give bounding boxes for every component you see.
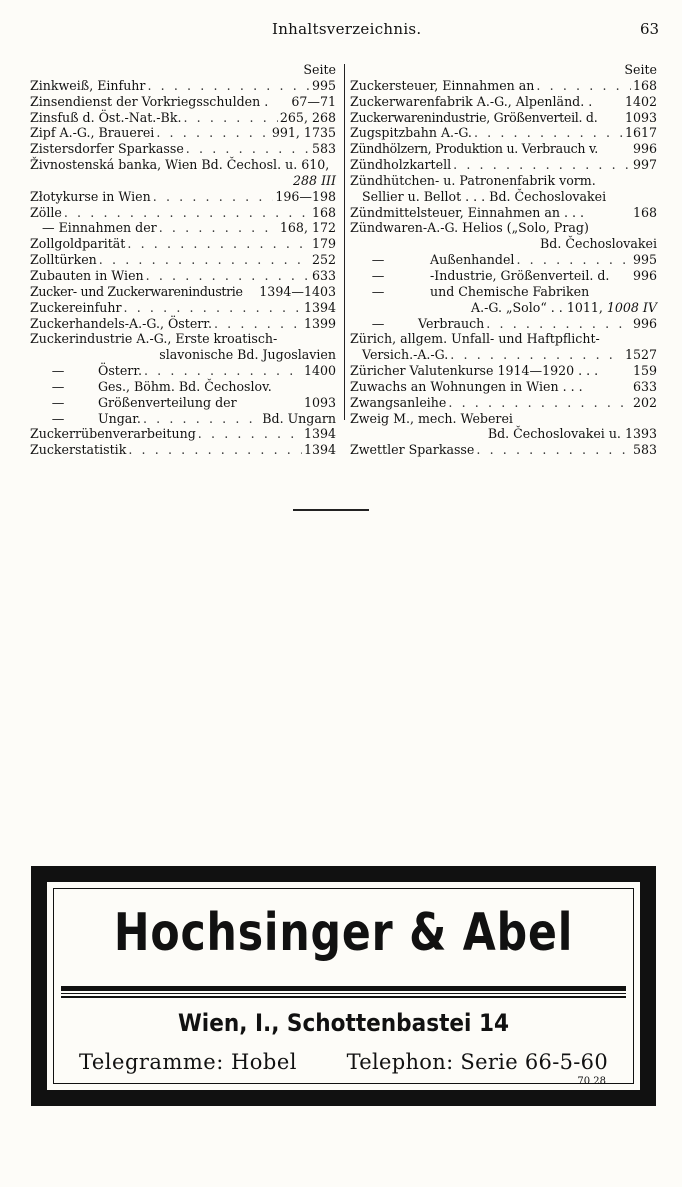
index-entry: Zündholzkartell . . . 997 (350, 157, 657, 173)
index-subentry: — Außenhandel . . . 995 (350, 252, 657, 268)
page-header (0, 20, 682, 42)
index-subentry: — Ges., Böhm. Bd. Čechoslov. (51, 378, 272, 394)
index-subentry: — -Industrie, Größenverteil. d. 996 (371, 267, 657, 283)
index-entry: Zuckersteuer, Einnahmen an . . . 168 (350, 78, 657, 94)
index-column-right (350, 62, 657, 458)
index-entry: Zuckerstatistik . . . 1394 (30, 442, 336, 458)
index-entry: Zuckerindustrie A.-G., Erste kroatisch- (30, 331, 278, 347)
index-entry: Zündmittelsteuer, Einnahmen an . . . 168 (350, 204, 657, 220)
index-entry: Zolltürken . . . 252 (30, 252, 336, 268)
index-entry: Zucker- und Zuckerwarenindustrie 1394—1403 (30, 283, 336, 299)
index-entry: Zuckereinfuhr . . . 1394 (30, 300, 336, 316)
index-entry: Zölle . . . 168 (30, 205, 336, 221)
index-entry: Zinsendienst der Vorkriegsschulden . 67—71 (30, 93, 336, 109)
index-entry: Zubauten in Wien . . . 633 (30, 268, 336, 284)
index-entry: Zündhütchen- u. Patronenfabrik vorm. (350, 172, 596, 188)
index-entry-continuation: Versich.-A.-G. . . . 1527 (350, 347, 657, 363)
page-title: Inhaltsverzeichnis. (272, 20, 422, 38)
index-entry-continuation: slavonische Bd. Jugoslavien (159, 347, 336, 363)
index-entry: Zistersdorfer Sparkasse . . . 583 (30, 141, 336, 157)
index-entry: Zweig M., mech. Weberei (350, 410, 513, 426)
advertisement-firm-name: Hochsinger & Abel (113, 903, 574, 963)
advertisement-rule (61, 986, 626, 998)
index-entry: Zuckerhandels-A.-G., Österr. . . . 1399 (30, 316, 336, 332)
index-subentry: — und Chemische Fabriken (371, 283, 590, 299)
index-entry: Živnostenská banka, Wien Bd. Čechosl. u. 610, (30, 157, 330, 173)
index-entry-continuation: Sellier u. Bellot . . . Bd. Čechoslovakei (362, 188, 607, 204)
advertisement-code: 70 28 (577, 1076, 606, 1087)
index-entry: Zollgoldparität . . . 179 (30, 236, 336, 252)
index-entry: Zuckerrübenverarbeitung . . . 1394 (30, 426, 336, 442)
index-entry: Zinkweiß, Einfuhr . . . 995 (30, 78, 336, 94)
index-entry: Zuckerwarenfabrik A.-G., Alpenländ. . 1402 (350, 93, 657, 109)
index-subentry: — Größenverteilung der 1093 (51, 394, 336, 410)
index-entry: Zuckerwarenindustrie, Größenverteil. d. 1093 (350, 109, 657, 125)
index-entry: Złotykurse in Wien . . . 196—198 (30, 189, 336, 205)
index-entry: Züricher Valutenkurse 1914—1920 . . . 159 (350, 363, 657, 379)
index-entry: Zürich, allgem. Unfall- und Haftpflicht- (350, 331, 600, 347)
advertisement-address: Wien, I., Schottenbastei 14 (177, 1009, 510, 1037)
index-entry: Zipf A.-G., Brauerei . . . 991, 1735 (30, 125, 336, 141)
index-entry: Zinsfuß d. Öst.-Nat.-Bk. . . . 265, 268 (30, 110, 336, 126)
index-entry: Zündwaren-A.-G. Helios („Solo, Prag) (350, 220, 589, 236)
index-subentry: — Einnahmen der . . . 168, 172 (30, 220, 336, 236)
advertisement-telephone: Telephon: Serie 66-5-60 (346, 1050, 608, 1074)
index-subentry: — Verbrauch . . . 996 (350, 316, 657, 332)
index-entry: Zuwachs an Wohnungen in Wien . . . 633 (350, 378, 657, 394)
seite-label: Seite (303, 62, 336, 77)
column-divider (344, 64, 345, 420)
page-number: 63 (640, 20, 660, 38)
section-rule (293, 509, 369, 511)
index-entry: Zwettler Sparkasse . . . 583 (350, 442, 657, 458)
index-column-left (30, 62, 336, 458)
index-entry-continuation: 288 III (293, 172, 336, 188)
index-entry: Zündhölzern, Produktion u. Verbrauch v. 996 (350, 141, 657, 157)
index-entry-continuation: Bd. Čechoslovakei (540, 236, 657, 252)
index-entry: Zwangsanleihe . . . 202 (350, 395, 657, 411)
advertisement-inner-frame (45, 880, 642, 1092)
advertisement-box (31, 866, 656, 1106)
seite-label: Seite (624, 62, 657, 77)
index-entry: Zugspitzbahn A.-G. . . . 1617 (350, 125, 657, 141)
advertisement-telegram: Telegramme: Hobel (79, 1050, 297, 1074)
index-subentry: — Österr. . . . 1400 (30, 363, 336, 379)
index-entry-continuation: Bd. Čechoslovakei u. 1393 (487, 426, 657, 442)
index-subentry: — Ungar. . . . Bd. Ungarn (30, 411, 336, 427)
index-entry-continuation: A.-G. „Solo“ . . 1011, 1008 IV (471, 299, 657, 315)
